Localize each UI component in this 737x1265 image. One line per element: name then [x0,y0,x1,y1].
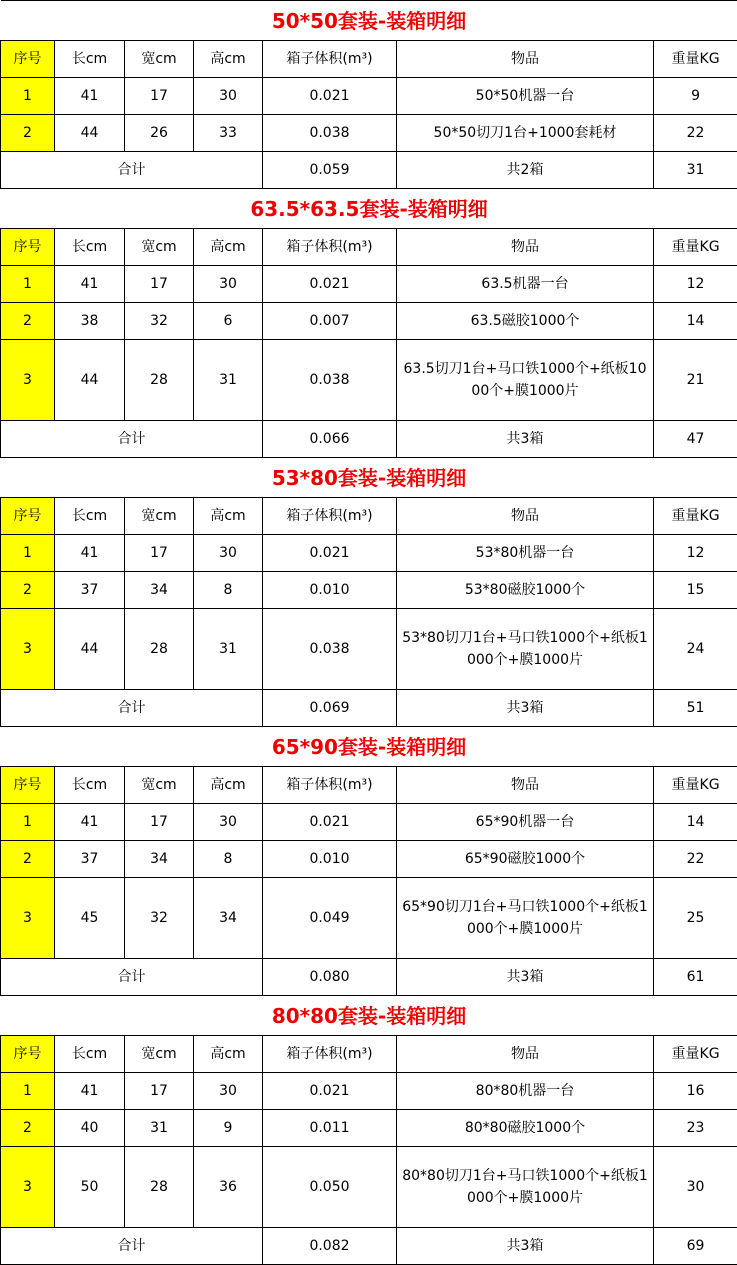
row-index: 1 [1,78,55,115]
total-label: 合计 [1,959,263,996]
row-width: 31 [125,1110,194,1147]
row-height: 36 [194,1147,263,1228]
total-row [1,959,737,996]
section-title: 50*50套装-装箱明细 [1,1,737,41]
total-volume: 0.066 [263,421,397,458]
header-index: 序号 [1,498,55,535]
row-height: 6 [194,303,263,340]
header-item: 物品 [397,41,654,78]
row-width: 34 [125,572,194,609]
total-weight: 31 [654,152,737,189]
header-width: 宽cm [125,41,194,78]
total-boxes: 共3箱 [397,690,654,727]
total-volume: 0.082 [263,1228,397,1265]
total-volume: 0.069 [263,690,397,727]
total-label: 合计 [1,152,263,189]
total-volume: 0.080 [263,959,397,996]
row-index: 3 [1,609,55,690]
total-row [1,421,737,458]
row-weight: 14 [654,804,737,841]
row-volume: 0.038 [263,115,397,152]
row-length: 41 [55,266,125,303]
section-title: 80*80套装-装箱明细 [1,996,737,1036]
row-weight: 25 [654,878,737,959]
header-item: 物品 [397,1036,654,1073]
header-height: 高cm [194,229,263,266]
header-weight: 重量KG [654,498,737,535]
row-weight: 14 [654,303,737,340]
row-width: 17 [125,78,194,115]
row-volume: 0.049 [263,878,397,959]
row-index: 3 [1,1147,55,1228]
table-row [1,266,737,303]
header-length: 长cm [55,229,125,266]
header-index: 序号 [1,41,55,78]
total-weight: 61 [654,959,737,996]
row-item: 50*50切刀1台+1000套耗材 [397,115,654,152]
row-item: 53*80磁胶1000个 [397,572,654,609]
table-row [1,1110,737,1147]
row-height: 34 [194,878,263,959]
row-volume: 0.021 [263,804,397,841]
header-row [1,1036,737,1073]
row-index: 1 [1,266,55,303]
row-width: 34 [125,841,194,878]
row-item: 65*90机器一台 [397,804,654,841]
row-index: 2 [1,115,55,152]
row-item: 80*80切刀1台+马口铁1000个+纸板1000个+膜1000片 [397,1147,654,1228]
table-row [1,1147,737,1228]
row-weight: 15 [654,572,737,609]
row-item: 80*80磁胶1000个 [397,1110,654,1147]
row-width: 28 [125,609,194,690]
row-height: 30 [194,78,263,115]
row-length: 38 [55,303,125,340]
row-volume: 0.010 [263,572,397,609]
row-volume: 0.038 [263,609,397,690]
table-row [1,841,737,878]
total-row [1,1228,737,1265]
row-volume: 0.021 [263,535,397,572]
row-height: 8 [194,572,263,609]
total-boxes: 共3箱 [397,959,654,996]
row-weight: 24 [654,609,737,690]
row-width: 17 [125,535,194,572]
row-width: 26 [125,115,194,152]
total-boxes: 共3箱 [397,421,654,458]
row-length: 41 [55,1073,125,1110]
header-row [1,229,737,266]
row-weight: 22 [654,115,737,152]
row-height: 30 [194,804,263,841]
row-length: 44 [55,115,125,152]
row-index: 2 [1,1110,55,1147]
row-height: 8 [194,841,263,878]
table-row [1,878,737,959]
row-item: 63.5磁胶1000个 [397,303,654,340]
row-width: 28 [125,340,194,421]
header-width: 宽cm [125,1036,194,1073]
total-row [1,690,737,727]
row-volume: 0.050 [263,1147,397,1228]
total-label: 合计 [1,1228,263,1265]
table-row [1,303,737,340]
header-item: 物品 [397,498,654,535]
row-item: 80*80机器一台 [397,1073,654,1110]
header-item: 物品 [397,229,654,266]
row-volume: 0.038 [263,340,397,421]
row-height: 9 [194,1110,263,1147]
header-weight: 重量KG [654,767,737,804]
row-length: 44 [55,609,125,690]
header-length: 长cm [55,498,125,535]
table-row [1,535,737,572]
packing-list-body [1,1,737,1265]
row-item: 65*90磁胶1000个 [397,841,654,878]
row-volume: 0.011 [263,1110,397,1147]
header-length: 长cm [55,767,125,804]
header-row [1,41,737,78]
row-weight: 23 [654,1110,737,1147]
table-row [1,804,737,841]
row-volume: 0.010 [263,841,397,878]
total-weight: 69 [654,1228,737,1265]
row-width: 32 [125,303,194,340]
header-index: 序号 [1,767,55,804]
row-weight: 12 [654,535,737,572]
header-weight: 重量KG [654,41,737,78]
row-length: 45 [55,878,125,959]
row-weight: 16 [654,1073,737,1110]
row-width: 32 [125,878,194,959]
header-width: 宽cm [125,498,194,535]
table-row [1,572,737,609]
row-item: 63.5切刀1台+马口铁1000个+纸板1000个+膜1000片 [397,340,654,421]
section-title-row [1,1,737,41]
row-item: 53*80机器一台 [397,535,654,572]
total-boxes: 共2箱 [397,152,654,189]
row-length: 41 [55,535,125,572]
header-row [1,767,737,804]
header-index: 序号 [1,1036,55,1073]
row-item: 65*90切刀1台+马口铁1000个+纸板1000个+膜1000片 [397,878,654,959]
header-volume: 箱子体积(m³) [263,41,397,78]
section-title-row [1,189,737,229]
header-index: 序号 [1,229,55,266]
header-volume: 箱子体积(m³) [263,498,397,535]
row-weight: 22 [654,841,737,878]
row-index: 3 [1,878,55,959]
header-height: 高cm [194,41,263,78]
section-title-row [1,458,737,498]
header-height: 高cm [194,767,263,804]
row-height: 31 [194,340,263,421]
row-width: 17 [125,1073,194,1110]
row-weight: 21 [654,340,737,421]
table-row [1,609,737,690]
row-index: 1 [1,804,55,841]
row-length: 37 [55,572,125,609]
header-weight: 重量KG [654,229,737,266]
row-volume: 0.021 [263,78,397,115]
row-index: 2 [1,572,55,609]
table-row [1,78,737,115]
row-length: 40 [55,1110,125,1147]
row-weight: 30 [654,1147,737,1228]
row-length: 41 [55,78,125,115]
header-weight: 重量KG [654,1036,737,1073]
row-width: 28 [125,1147,194,1228]
section-title: 65*90套装-装箱明细 [1,727,737,767]
row-item: 50*50机器一台 [397,78,654,115]
header-item: 物品 [397,767,654,804]
table-row [1,1073,737,1110]
total-label: 合计 [1,421,263,458]
row-height: 30 [194,535,263,572]
total-boxes: 共3箱 [397,1228,654,1265]
table-row [1,340,737,421]
header-width: 宽cm [125,229,194,266]
header-row [1,498,737,535]
header-width: 宽cm [125,767,194,804]
row-index: 3 [1,340,55,421]
header-volume: 箱子体积(m³) [263,1036,397,1073]
section-title: 53*80套装-装箱明细 [1,458,737,498]
total-label: 合计 [1,690,263,727]
row-height: 33 [194,115,263,152]
row-weight: 12 [654,266,737,303]
row-length: 50 [55,1147,125,1228]
section-title-row [1,996,737,1036]
row-length: 37 [55,841,125,878]
total-weight: 47 [654,421,737,458]
row-index: 1 [1,535,55,572]
header-volume: 箱子体积(m³) [263,229,397,266]
header-length: 长cm [55,41,125,78]
row-volume: 0.021 [263,266,397,303]
row-index: 2 [1,841,55,878]
row-length: 44 [55,340,125,421]
total-volume: 0.059 [263,152,397,189]
row-width: 17 [125,266,194,303]
row-length: 41 [55,804,125,841]
row-height: 31 [194,609,263,690]
row-weight: 9 [654,78,737,115]
total-weight: 51 [654,690,737,727]
header-volume: 箱子体积(m³) [263,767,397,804]
row-height: 30 [194,1073,263,1110]
header-height: 高cm [194,498,263,535]
header-height: 高cm [194,1036,263,1073]
row-index: 1 [1,1073,55,1110]
row-item: 53*80切刀1台+马口铁1000个+纸板1000个+膜1000片 [397,609,654,690]
row-item: 63.5机器一台 [397,266,654,303]
table-row [1,115,737,152]
row-width: 17 [125,804,194,841]
row-volume: 0.021 [263,1073,397,1110]
row-index: 2 [1,303,55,340]
header-length: 长cm [55,1036,125,1073]
row-height: 30 [194,266,263,303]
section-title-row [1,727,737,767]
section-title: 63.5*63.5套装-装箱明细 [1,189,737,229]
row-volume: 0.007 [263,303,397,340]
total-row [1,152,737,189]
